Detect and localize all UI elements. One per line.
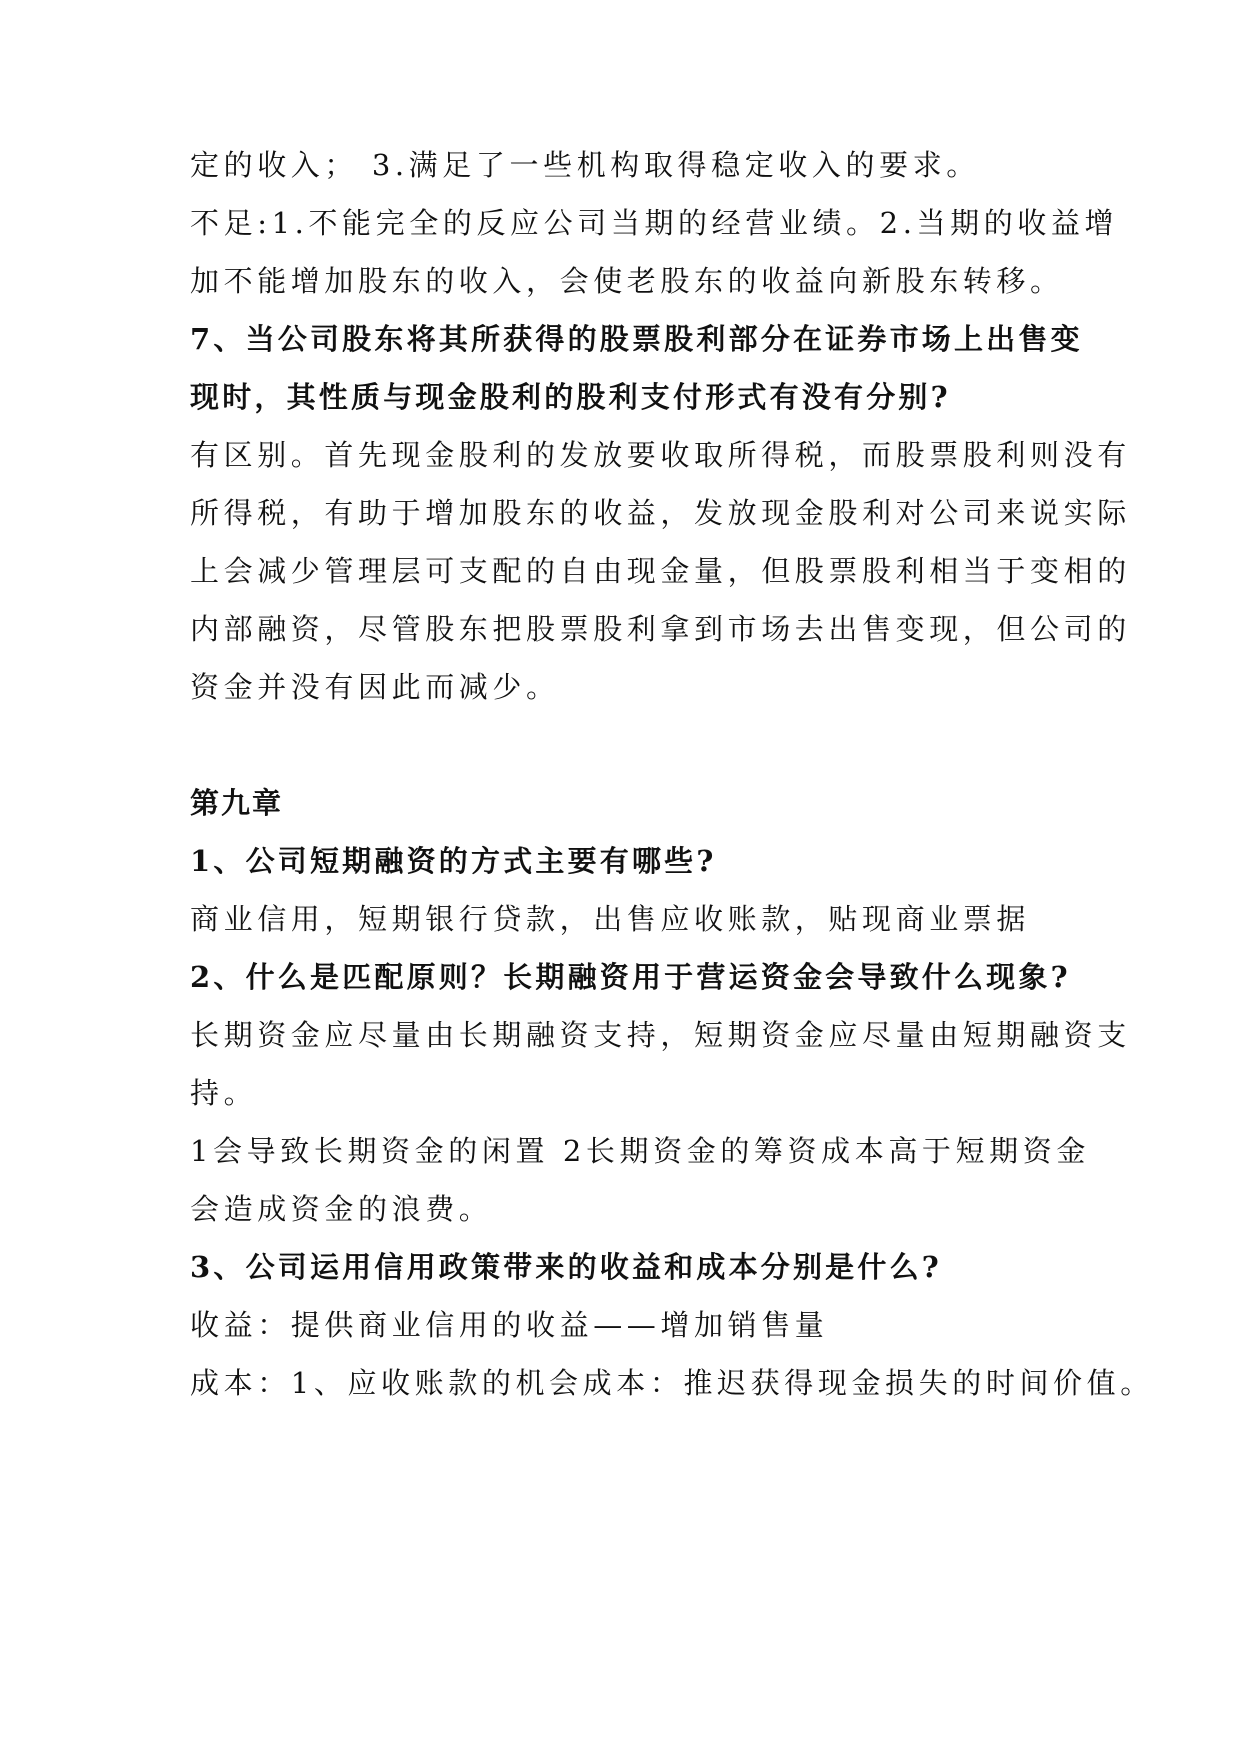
body-text-line: 定的收入； 3.满足了一些机构取得稳定收入的要求。 [190, 148, 980, 182]
body-text-line: 长期资金应尽量由长期融资支持，短期资金应尽量由短期融资支 [190, 1018, 1131, 1052]
chapter-heading: 第九章 [190, 786, 284, 820]
body-text-line: 收益：提供商业信用的收益——增加销售量 [190, 1308, 829, 1342]
body-text-line: 1会导致长期资金的闲置 2长期资金的筹资成本高于短期资金 [190, 1134, 1090, 1168]
question-heading: 2、什么是匹配原则？长期融资用于营运资金会导致什么现象? [190, 960, 1071, 994]
body-text-line: 有区别。首先现金股利的发放要收取所得税，而股票股利则没有 [190, 438, 1131, 472]
body-text-line: 资金并没有因此而减少。 [190, 670, 560, 704]
body-text-line: 持。 [190, 1076, 258, 1110]
body-text-line: 成本：1、应收账款的机会成本：推迟获得现金损失的时间价值。 [190, 1366, 1154, 1400]
body-text-line: 加不能增加股东的收入，会使老股东的收益向新股东转移。 [190, 264, 1064, 298]
question-heading: 1、公司短期融资的方式主要有哪些? [190, 844, 717, 878]
body-text-line: 商业信用，短期银行贷款，出售应收账款，贴现商业票据 [190, 902, 1031, 936]
question-heading: 现时，其性质与现金股利的股利支付形式有没有分别? [190, 380, 951, 414]
body-text-line: 上会减少管理层可支配的自由现金量，但股票股利相当于变相的 [190, 554, 1131, 588]
body-text-line: 所得税，有助于增加股东的收益，发放现金股利对公司来说实际 [190, 496, 1131, 530]
body-text-line: 不足:1.不能完全的反应公司当期的经营业绩。2.当期的收益增 [190, 206, 1119, 240]
question-heading: 3、公司运用信用政策带来的收益和成本分别是什么? [190, 1250, 942, 1284]
body-text-line: 内部融资，尽管股东把股票股利拿到市场去出售变现，但公司的 [190, 612, 1131, 646]
question-heading: 7、当公司股东将其所获得的股票股利部分在证券市场上出售变 [190, 322, 1083, 356]
body-text-line: 会造成资金的浪费。 [190, 1192, 493, 1226]
